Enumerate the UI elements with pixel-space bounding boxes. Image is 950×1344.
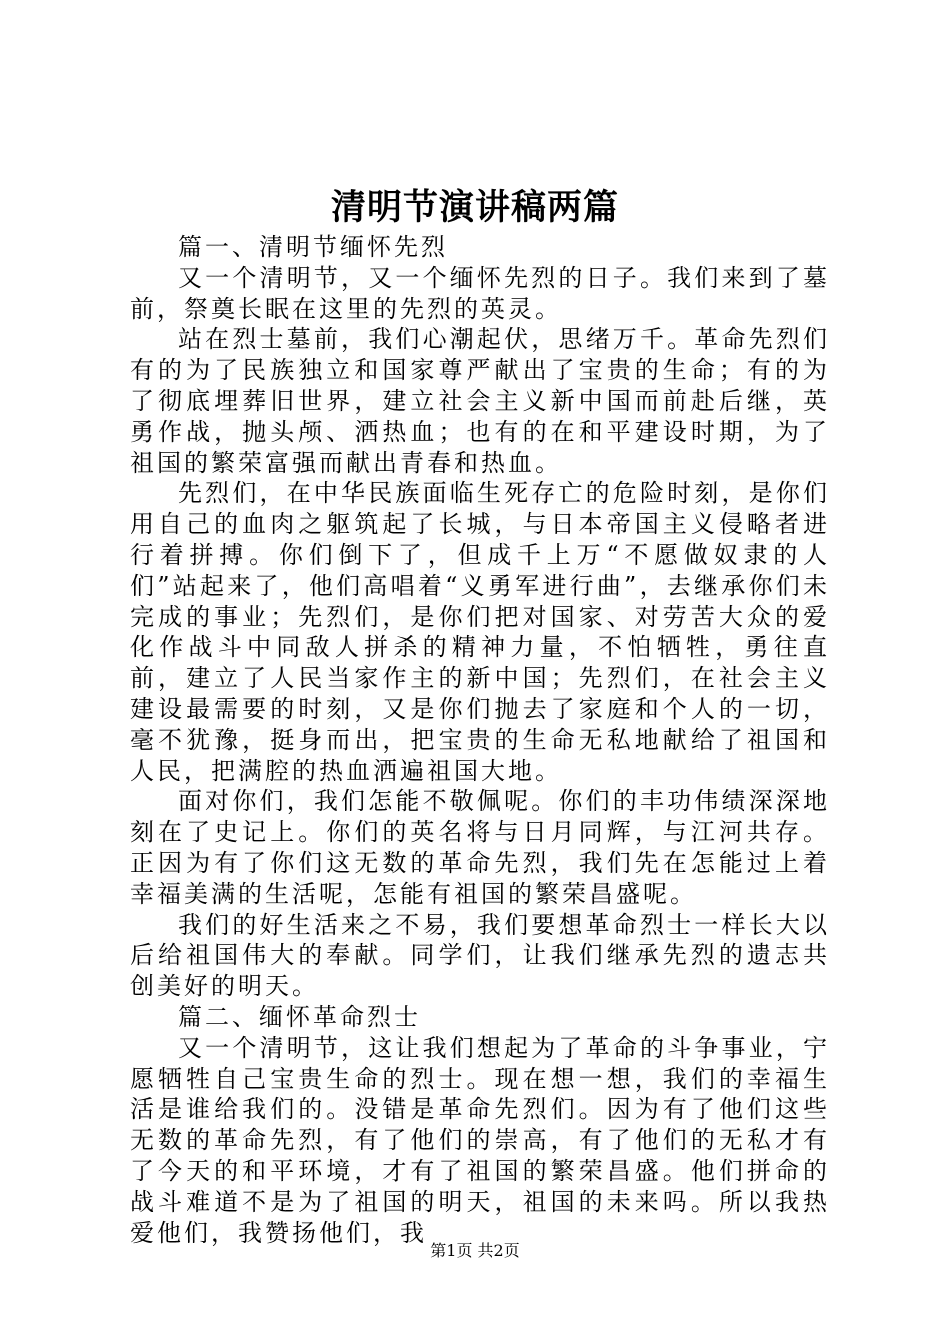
body-paragraph: 面对你们，我们怎能不敬佩呢。你们的丰功伟绩深深地刻在了史记上。你们的英名将与日月同辉，与江河共存。正因为有了你们这无数的革命先烈，我们先在怎能过上着幸福美满的生活呢，怎能有祖国的繁荣昌盛呢。 (130, 787, 830, 908)
section-heading-one: 篇一、清明节缅怀先烈 (178, 233, 448, 261)
body-paragraph: 先烈们，在中华民族面临生死存亡的危险时刻，是你们用自己的血肉之躯筑起了长城，与日本帝国主义侵略者进行着拼搏。你们倒下了，但成千上万“不愿做奴隶的人们”站起来了，他们高唱着“义勇军进行曲”，去继承你们未完成的事业；先烈们，是你们把对国家、对劳苦大众的爱化作战斗中同敌人拼杀的精神力量，不怕牺牲，勇往直前，建立了人民当家作主的新中国；先烈们，在社会主义建设最需要的时刻，又是你们抛去了家庭和个人的一切，毫不犹豫，挺身而出，把宝贵的生命无私地献给了祖国和人民，把满腔的热血洒遍祖国大地。 (130, 479, 830, 785)
page-footer: 第1页 共2页 (430, 1241, 520, 1260)
document-body (130, 232, 830, 1248)
document-title: 清明节演讲稿两篇 (330, 187, 619, 228)
body-paragraph: 站在烈士墓前，我们心潮起伏，思绪万千。革命先烈们有的为了民族独立和国家尊严献出了宝贵的生命；有的为了彻底埋葬旧世界，建立社会主义新中国而前赴后继，英勇作战，抛头颅、洒热血；也有的在和平建设时期，为了祖国的繁荣富强而献出青春和热血。 (130, 325, 830, 477)
body-paragraph: 又一个清明节，这让我们想起为了革命的斗争事业，宁愿牺牲自己宝贵生命的烈士。现在想一想，我们的幸福生活是谁给我们的。没错是革命先烈们。因为有了他们这些无数的革命先烈，有了他们的崇高，有了他们的无私才有了今天的和平环境，才有了祖国的繁荣昌盛。他们拼命的战斗难道不是为了祖国的明天，祖国的未来吗。所以我热爱他们，我赞扬他们，我 (130, 1033, 830, 1247)
body-paragraph: 我们的好生活来之不易，我们要想革命烈士一样长大以后给祖国伟大的奉献。同学们，让我们继承先烈的遗志共创美好的明天。 (130, 910, 830, 1001)
section-heading-two: 篇二、缅怀革命烈士 (178, 1002, 421, 1031)
body-paragraph: 又一个清明节，又一个缅怀先烈的日子。我们来到了墓前，祭奠长眠在这里的先烈的英灵。 (130, 263, 830, 323)
